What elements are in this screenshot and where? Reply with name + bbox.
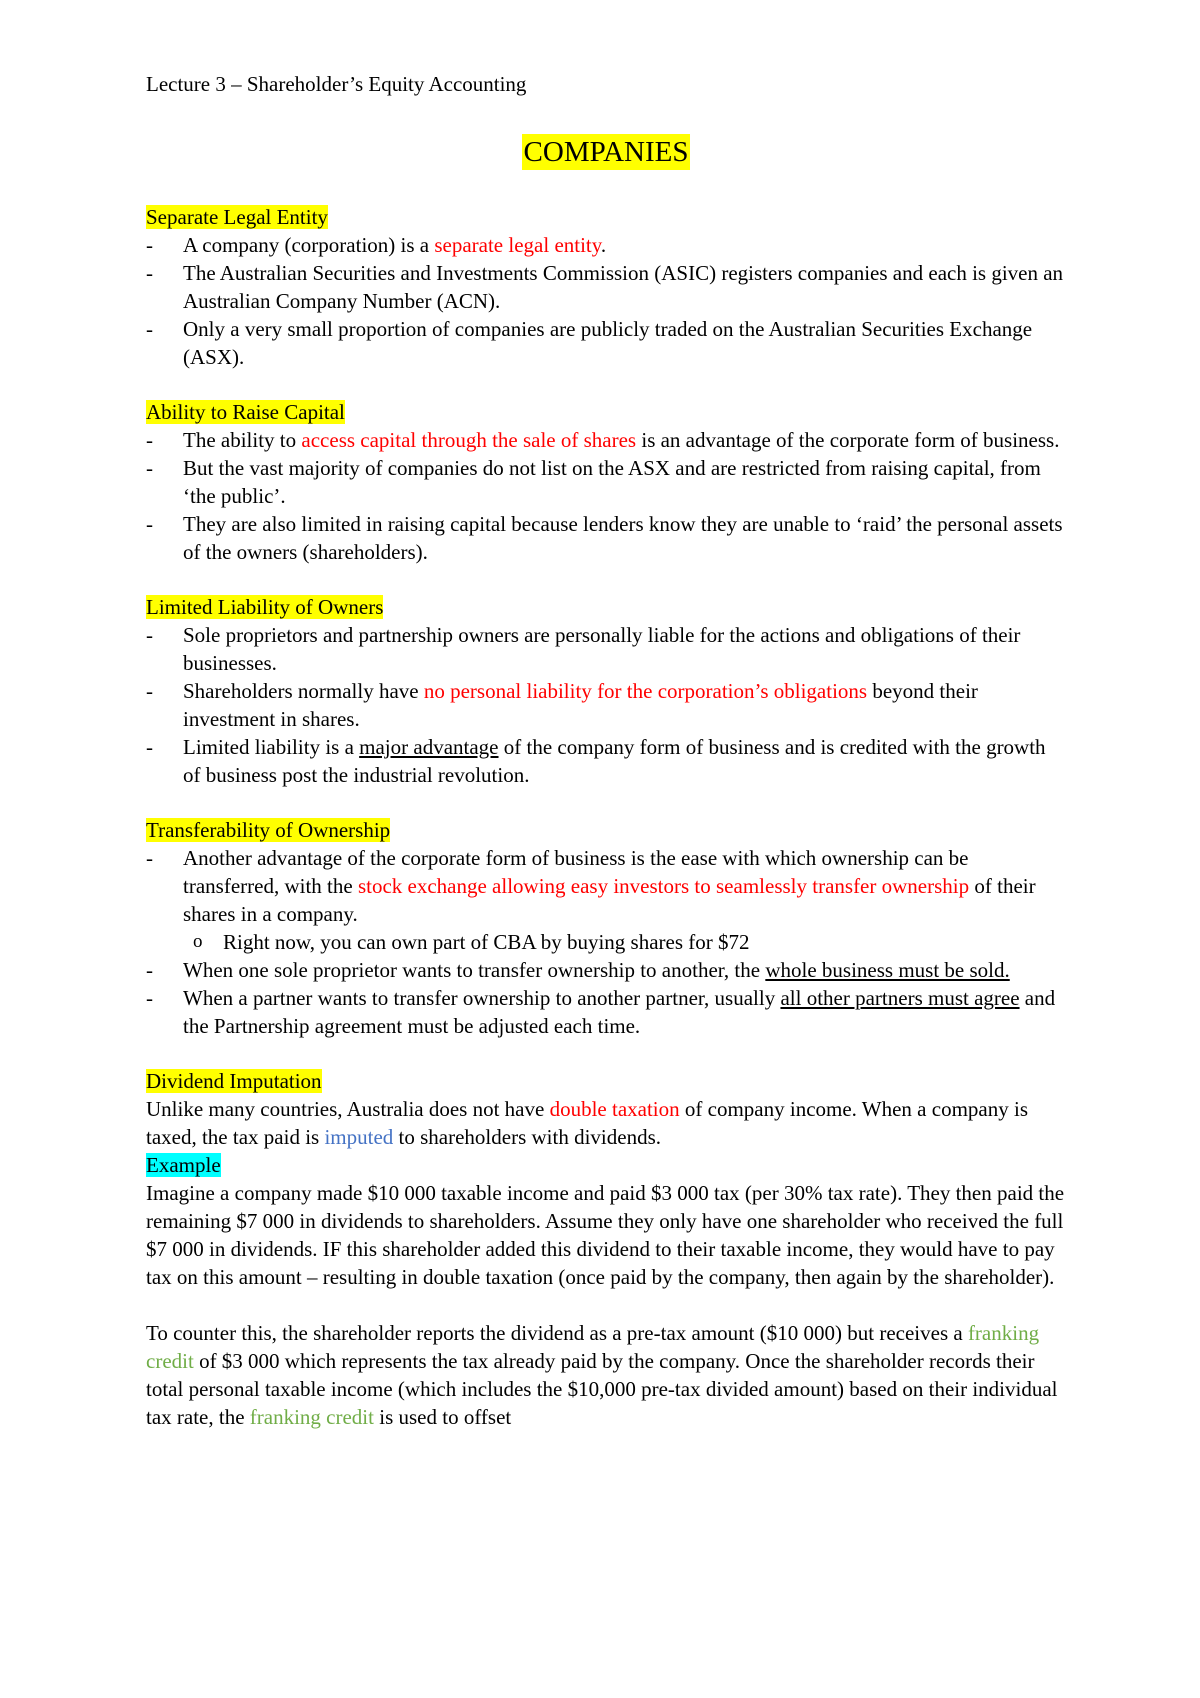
title-wrapper — [146, 135, 1066, 169]
example-paragraph: Imagine a company made $10 000 taxable income and paid $3 000 tax (per 30% tax rate). They then paid the remaining $7 000 in dividends to shareholders. Assume they only have one shareholder who received the full $7 000 in dividends. IF this shareholder added this dividend to their taxable income, they would have to pay tax on this amount – resulting in double taxation (once paid by the company, then again by the shareholder). — [146, 1181, 1065, 1289]
bullet-item: - They are also limited in raising capital because lenders know they are unable to ‘raid’ the personal assets of the owners (shareholders). — [146, 510, 1066, 566]
red-emphasis: stock exchange allowing easy investors to seamlessly transfer ownership — [357, 874, 970, 898]
section-heading: Limited Liability of Owners — [146, 595, 384, 619]
paragraph-text: is used to offset — [373, 1405, 512, 1429]
bullet-text: Another advantage of the corporate form of business is the ease with which ownership can be transferred, with the — [183, 846, 969, 898]
bullet-list — [146, 621, 1066, 789]
section-transferability-of-ownership — [146, 816, 1066, 1040]
bullet-text: A company (corporation) is a — [183, 233, 435, 257]
blue-emphasis: imputed — [324, 1125, 394, 1149]
bullet-text: Limited liability is a — [183, 735, 360, 759]
paragraph — [146, 1319, 1066, 1431]
red-emphasis: separate legal entity — [434, 233, 601, 257]
section-ability-to-raise-capital — [146, 398, 1066, 566]
bullet-item — [146, 984, 1066, 1040]
underlined-emphasis: whole business must be sold. — [765, 958, 1010, 982]
bullet-list — [146, 231, 1066, 371]
bullet-text: of their shares in a company. — [183, 874, 1036, 926]
bullet-text: . — [600, 233, 607, 257]
section-heading: Dividend Imputation — [146, 1069, 322, 1093]
section-heading: Transferability of Ownership — [146, 818, 391, 842]
underlined-emphasis: all other partners must agree — [780, 986, 1020, 1010]
green-emphasis: franking credit — [249, 1405, 374, 1429]
bullet-text: is an advantage of the corporate form of business. — [636, 428, 1060, 452]
bullet-list — [146, 426, 1066, 566]
bullet-item: - But the vast majority of companies do not list on the ASX and are restricted from raising capital, from ‘the public’. — [146, 454, 1066, 510]
paragraph-text: Unlike many countries, Australia does not have — [146, 1097, 550, 1121]
sub-bullet-list — [183, 928, 1066, 956]
bullet-text: and the Partnership agreement must be adjusted each time. — [183, 986, 1056, 1038]
paragraph-spacer — [146, 1291, 1066, 1319]
bullet-text: beyond their investment in shares. — [183, 679, 978, 731]
red-emphasis: access capital through the sale of shares — [301, 428, 637, 452]
section-heading: Separate Legal Entity — [146, 205, 328, 229]
green-emphasis: franking credit — [146, 1321, 1040, 1373]
section-limited-liability — [146, 593, 1066, 789]
paragraph-text: of company income. When a company is taxed, the tax paid is — [146, 1097, 1028, 1149]
bullet-item — [146, 844, 1066, 956]
bullet-item — [146, 677, 1066, 733]
paragraph-text: of $3 000 which represents the tax already paid by the company. Once the shareholder records their total personal taxable income (which includes the $10,000 pre-tax divided amount) based on their individual tax rate, the — [146, 1349, 1058, 1429]
bullet-item — [146, 426, 1066, 454]
bullet-text: of the company form of business and is credited with the growth of business post the industrial revolution. — [183, 735, 1046, 787]
section-heading: Ability to Raise Capital — [146, 400, 345, 424]
bullet-text: Shareholders normally have — [183, 679, 424, 703]
document-page — [146, 70, 1066, 1431]
bullet-item — [146, 231, 1066, 259]
bullet-item — [146, 733, 1066, 789]
section-dividend-imputation — [146, 1067, 1066, 1431]
bullet-item — [146, 956, 1066, 984]
paragraph — [146, 1095, 1066, 1151]
page-title: COMPANIES — [523, 136, 689, 168]
bullet-list — [146, 844, 1066, 1040]
bullet-item: - Only a very small proportion of companies are publicly traded on the Australian Securities Exchange (ASX). — [146, 315, 1066, 371]
paragraph-text: To counter this, the shareholder reports the dividend as a pre-tax amount ($10 000) but receives a — [146, 1321, 968, 1345]
section-separate-legal-entity — [146, 203, 1066, 371]
example-label: Example — [146, 1153, 221, 1177]
bullet-text: When one sole proprietor wants to transfer ownership to another, the — [183, 958, 766, 982]
bullet-text: When a partner wants to transfer ownership to another partner, usually — [183, 986, 781, 1010]
red-emphasis: no personal liability for the corporation’s obligations — [423, 679, 868, 703]
paragraph-text: to shareholders with dividends. — [393, 1125, 661, 1149]
sub-bullet-item: o Right now, you can own part of CBA by buying shares for $72 — [183, 928, 1066, 956]
red-emphasis: double taxation — [549, 1097, 680, 1121]
bullet-item: - Sole proprietors and partnership owners are personally liable for the actions and obligations of their businesses. — [146, 621, 1066, 677]
bullet-item: - The Australian Securities and Investments Commission (ASIC) registers companies and each is given an Australian Company Number (ACN). — [146, 259, 1066, 315]
bullet-text: The ability to — [183, 428, 302, 452]
underlined-emphasis: major advantage — [359, 735, 499, 759]
lecture-header: Lecture 3 – Shareholder’s Equity Accounting — [146, 72, 527, 96]
